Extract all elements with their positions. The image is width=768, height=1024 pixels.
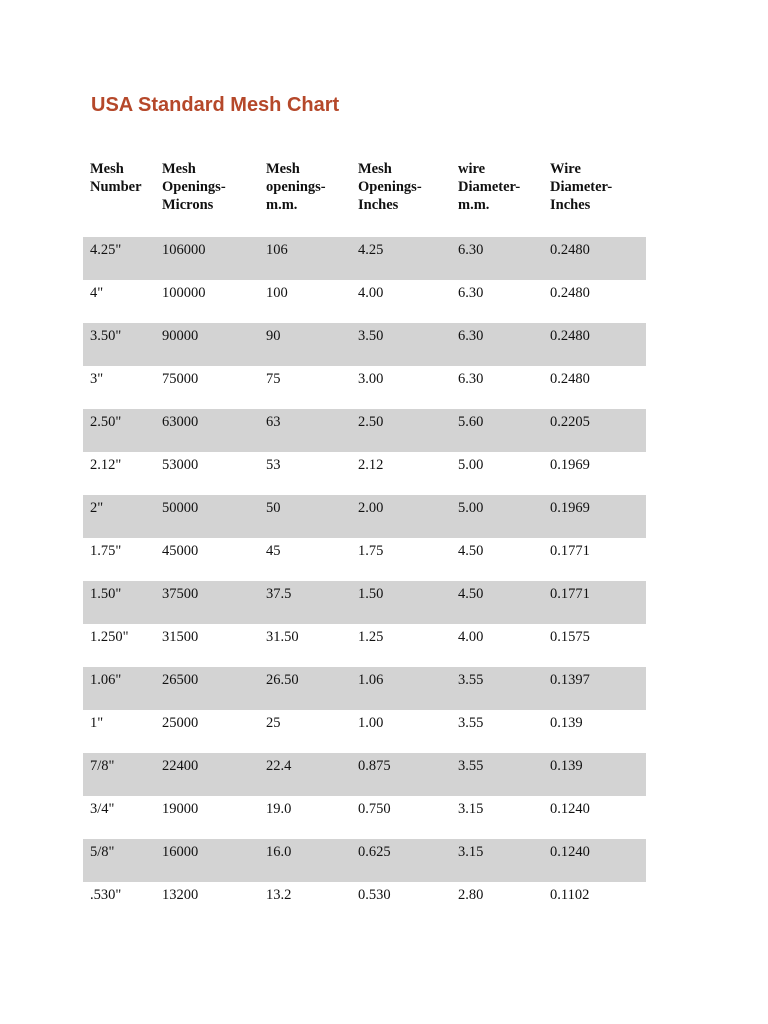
header-openings-microns: Mesh Openings- Microns	[162, 161, 226, 213]
openings-microns-cell: 106000	[162, 242, 206, 258]
openings-inches-cell: 0.875	[358, 758, 391, 774]
table-row	[83, 452, 646, 495]
openings-microns-cell: 13200	[162, 887, 199, 903]
openings-mm-cell: 22.4	[266, 758, 292, 774]
wire-diameter-inches-cell: 0.1575	[550, 629, 590, 645]
wire-diameter-inches-cell: 0.2480	[550, 371, 590, 387]
wire-diameter-mm-cell: 5.00	[458, 500, 484, 516]
mesh-number-cell: 4"	[90, 285, 104, 301]
wire-diameter-mm-cell: 3.55	[458, 672, 484, 688]
table-row	[83, 409, 646, 452]
table-row	[83, 710, 646, 753]
page-title: USA Standard Mesh Chart	[91, 94, 340, 116]
wire-diameter-inches-cell: 0.1771	[550, 586, 590, 602]
openings-microns-cell: 90000	[162, 328, 199, 344]
mesh-number-cell: 3/4"	[90, 801, 115, 817]
openings-microns-cell: 19000	[162, 801, 199, 817]
wire-diameter-inches-cell: 0.1969	[550, 500, 590, 516]
openings-mm-cell: 63	[266, 414, 281, 430]
openings-inches-cell: 3.50	[358, 328, 384, 344]
openings-inches-cell: 4.25	[358, 242, 384, 258]
wire-diameter-inches-cell: 0.2205	[550, 414, 590, 430]
openings-mm-cell: 45	[266, 543, 281, 559]
openings-inches-cell: 1.06	[358, 672, 384, 688]
wire-diameter-inches-cell: 0.1397	[550, 672, 590, 688]
wire-diameter-mm-cell: 3.55	[458, 715, 484, 731]
mesh-number-cell: 1.50"	[90, 586, 122, 602]
wire-diameter-mm-cell: 6.30	[458, 328, 484, 344]
mesh-number-cell: 4.25"	[90, 242, 122, 258]
header-wire-diameter-mm: wire Diameter- m.m.	[458, 161, 521, 213]
openings-inches-cell: 0.530	[358, 887, 391, 903]
wire-diameter-inches-cell: 0.1102	[550, 887, 590, 903]
openings-inches-cell: 2.50	[358, 414, 384, 430]
table-row	[83, 280, 646, 323]
table-row	[83, 839, 646, 882]
openings-mm-cell: 106	[266, 242, 288, 258]
mesh-number-cell: 1.06"	[90, 672, 122, 688]
table-row	[83, 753, 646, 796]
openings-mm-cell: 53	[266, 457, 281, 473]
openings-mm-cell: 37.5	[266, 586, 292, 602]
mesh-number-cell: 3.50"	[90, 328, 122, 344]
table-row	[83, 581, 646, 624]
header-wire-diameter-inches: Wire Diameter- Inches	[550, 161, 613, 213]
wire-diameter-mm-cell: 4.00	[458, 629, 484, 645]
openings-inches-cell: 1.25	[358, 629, 384, 645]
table-row	[83, 237, 646, 280]
openings-inches-cell: 2.00	[358, 500, 384, 516]
wire-diameter-inches-cell: 0.2480	[550, 285, 590, 301]
openings-microns-cell: 16000	[162, 844, 199, 860]
header-openings-mm: Mesh openings- m.m.	[266, 161, 326, 213]
openings-microns-cell: 31500	[162, 629, 199, 645]
openings-mm-cell: 31.50	[266, 629, 299, 645]
openings-microns-cell: 26500	[162, 672, 199, 688]
header-openings-inches: Mesh Openings- Inches	[358, 161, 422, 213]
openings-inches-cell: 0.750	[358, 801, 391, 817]
table-row	[83, 667, 646, 710]
wire-diameter-mm-cell: 5.60	[458, 414, 484, 430]
openings-inches-cell: 1.00	[358, 715, 384, 731]
table-row	[83, 495, 646, 538]
openings-mm-cell: 90	[266, 328, 281, 344]
table-row	[83, 538, 646, 581]
mesh-number-cell: 1"	[90, 715, 104, 731]
wire-diameter-inches-cell: 0.1240	[550, 844, 590, 860]
openings-microns-cell: 22400	[162, 758, 199, 774]
wire-diameter-mm-cell: 4.50	[458, 586, 484, 602]
wire-diameter-mm-cell: 2.80	[458, 887, 484, 903]
openings-microns-cell: 37500	[162, 586, 199, 602]
openings-microns-cell: 53000	[162, 457, 199, 473]
wire-diameter-mm-cell: 5.00	[458, 457, 484, 473]
mesh-number-cell: 2.50"	[90, 414, 122, 430]
mesh-number-cell: 1.250"	[90, 629, 129, 645]
mesh-chart-table	[83, 150, 646, 925]
wire-diameter-inches-cell: 0.139	[550, 758, 583, 774]
openings-mm-cell: 16.0	[266, 844, 292, 860]
table-header	[83, 150, 646, 237]
mesh-number-cell: 7/8"	[90, 758, 115, 774]
wire-diameter-mm-cell: 3.15	[458, 844, 484, 860]
openings-mm-cell: 100	[266, 285, 288, 301]
mesh-number-cell: 2"	[90, 500, 104, 516]
openings-microns-cell: 25000	[162, 715, 199, 731]
openings-inches-cell: 0.625	[358, 844, 391, 860]
openings-inches-cell: 2.12	[358, 457, 384, 473]
mesh-number-cell: 1.75"	[90, 543, 122, 559]
table-row	[83, 882, 646, 925]
mesh-number-cell: 5/8"	[90, 844, 115, 860]
mesh-number-cell: .530"	[90, 887, 122, 903]
openings-inches-cell: 1.75	[358, 543, 384, 559]
wire-diameter-inches-cell: 0.1771	[550, 543, 590, 559]
openings-mm-cell: 25	[266, 715, 281, 731]
openings-microns-cell: 75000	[162, 371, 199, 387]
table-row	[83, 366, 646, 409]
header-mesh-number: Mesh Number	[90, 161, 142, 195]
wire-diameter-inches-cell: 0.2480	[550, 328, 590, 344]
wire-diameter-mm-cell: 6.30	[458, 242, 484, 258]
header-row	[83, 150, 646, 237]
openings-inches-cell: 3.00	[358, 371, 384, 387]
wire-diameter-inches-cell: 0.1240	[550, 801, 590, 817]
wire-diameter-mm-cell: 3.15	[458, 801, 484, 817]
wire-diameter-mm-cell: 6.30	[458, 285, 484, 301]
openings-mm-cell: 19.0	[266, 801, 292, 817]
wire-diameter-inches-cell: 0.1969	[550, 457, 590, 473]
table-row	[83, 624, 646, 667]
openings-microns-cell: 50000	[162, 500, 199, 516]
openings-mm-cell: 50	[266, 500, 281, 516]
wire-diameter-inches-cell: 0.139	[550, 715, 583, 731]
openings-microns-cell: 45000	[162, 543, 199, 559]
openings-mm-cell: 26.50	[266, 672, 299, 688]
mesh-number-cell: 3"	[90, 371, 104, 387]
wire-diameter-mm-cell: 6.30	[458, 371, 484, 387]
wire-diameter-mm-cell: 3.55	[458, 758, 484, 774]
openings-microns-cell: 63000	[162, 414, 199, 430]
table-row	[83, 796, 646, 839]
wire-diameter-mm-cell: 4.50	[458, 543, 484, 559]
wire-diameter-inches-cell: 0.2480	[550, 242, 590, 258]
openings-microns-cell: 100000	[162, 285, 206, 301]
openings-inches-cell: 1.50	[358, 586, 384, 602]
openings-mm-cell: 13.2	[266, 887, 292, 903]
mesh-number-cell: 2.12"	[90, 457, 122, 473]
openings-inches-cell: 4.00	[358, 285, 384, 301]
openings-mm-cell: 75	[266, 371, 281, 387]
table-row	[83, 323, 646, 366]
table-body	[83, 237, 646, 925]
